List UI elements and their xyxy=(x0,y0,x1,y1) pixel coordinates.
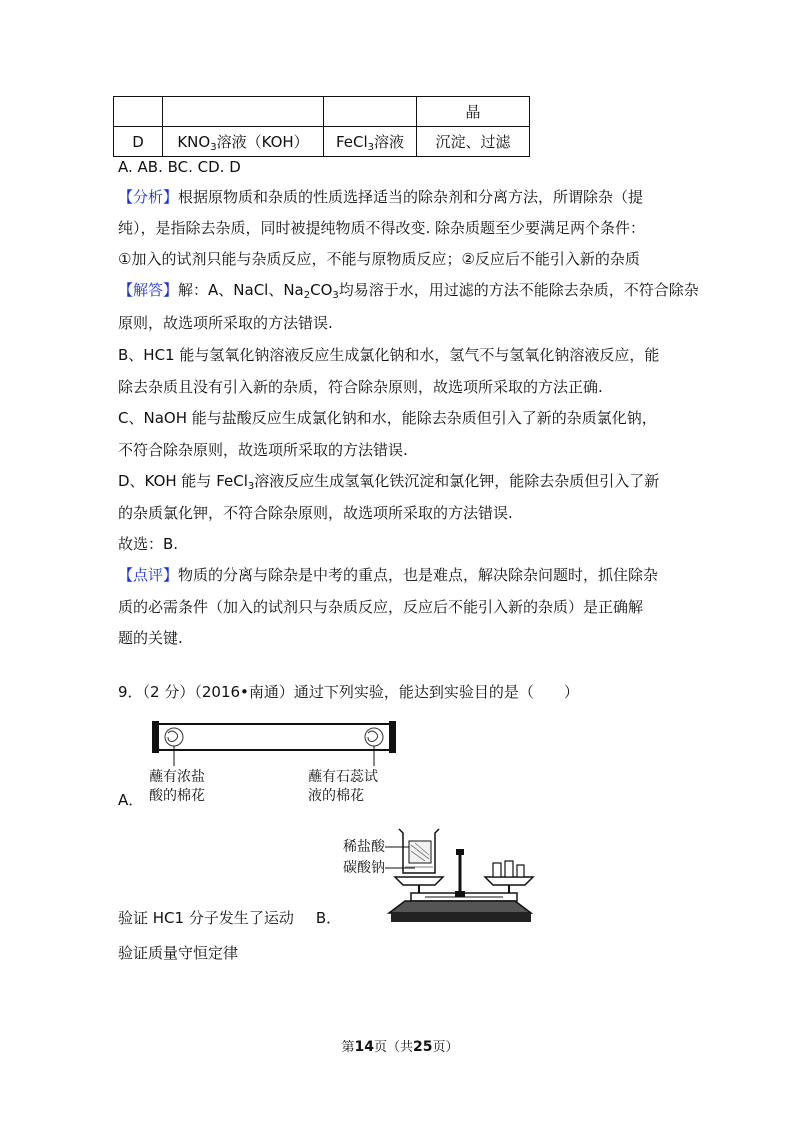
fig-a-right-label-2: 液的棉花 xyxy=(308,788,364,804)
answer-line-8: 的杂质氯化钾，不符合除杂原则，故选项所采取的方法错误. xyxy=(118,504,513,522)
fig-a-right-label-1: 蘸有石蕊试 xyxy=(308,769,378,785)
page-footer: 第14页（共25页） xyxy=(341,1039,459,1055)
table-cell: 晶 xyxy=(417,97,530,127)
answer-table xyxy=(113,96,530,157)
comment-line-1: 【点评】物质的分离与除杂是中考的重点，也是难点，解决除杂问题时，抓住除杂 xyxy=(118,566,659,584)
comment-tag: 【点评】 xyxy=(118,566,179,584)
glass-tube xyxy=(156,724,392,750)
answer-line-1: 【解答】解：A、NaCl、$Na_2CO_3$均易溶于水，用过滤的方法不能除去杂质，不符合除杂 xyxy=(118,281,699,301)
fig-a-left-label-2: 酸的棉花 xyxy=(149,788,205,804)
analysis-line-1: 【分析】根据原物质和杂质的性质选择适当的除杂剂和分离方法，所谓除杂（提 xyxy=(118,188,644,206)
option-a-mark: A． xyxy=(118,791,144,809)
left-cotton xyxy=(165,728,183,746)
beaker xyxy=(399,829,439,873)
right-cotton xyxy=(365,728,383,746)
balance-foot xyxy=(391,913,531,922)
weights xyxy=(493,861,524,877)
answer-line-5: C、NaOH 能与盐酸反应生成氯化钠和水，能除去杂质但引入了新的杂质氯化钠， xyxy=(118,409,657,427)
left-stopper xyxy=(152,721,159,753)
analysis-line-3: ①加入的试剂只能与杂质反应，不能与原物质反应；②反应后不能引入新的杂质 xyxy=(118,250,640,268)
table-cell-reagent: FeCl$_3$溶液 xyxy=(324,127,417,157)
right-stopper xyxy=(389,721,396,753)
answer-line-6: 不符合除杂原则，故选项所采取的方法错误. xyxy=(118,441,408,459)
option-b-mark: B． xyxy=(315,909,342,927)
fig-a-left-label-1: 蘸有浓盐 xyxy=(149,769,205,785)
option-a-caption: 验证 HC1 分子发生了运动 B． xyxy=(118,909,342,927)
table-cell xyxy=(163,97,324,127)
page-number: 14 xyxy=(354,1039,374,1055)
answer-tag: 【解答】 xyxy=(118,281,179,299)
analysis-tag: 【分析】 xyxy=(118,188,179,206)
comment-line-3: 题的关键. xyxy=(118,629,183,647)
table-cell xyxy=(324,97,417,127)
table-cell-label: D xyxy=(114,127,163,157)
balance-diagram xyxy=(385,825,535,930)
answer-line-2: 原则，故选项所采取的方法错误. xyxy=(118,314,333,332)
answer-line-7: D、KOH 能与 FeCl$_3$溶液反应生成氢氧化铁沉淀和氯化钾，能除去杂质但引入了新 xyxy=(118,472,660,492)
answer-line-9: 故选：B. xyxy=(118,535,179,553)
option-b-caption: 验证质量守恒定律 xyxy=(118,944,239,962)
options-line: A. AB. BC. CD. D xyxy=(118,158,241,176)
analysis-line-2: 纯），是指除去杂质，同时被提纯物质不得改变. 除杂质题至少要满足两个条件： xyxy=(118,219,646,237)
page-total: 25 xyxy=(413,1039,433,1055)
label-dilute-hcl: 稀盐酸 xyxy=(343,839,385,855)
answer-line-4: 除去杂质且没有引入新的杂质，符合除杂原则，故选项所采取的方法正确. xyxy=(118,378,603,396)
comment-line-2: 质的必需条件（加入的试剂只与杂质反应，反应后不能引入新的杂质）是正确解 xyxy=(118,598,644,616)
right-pan xyxy=(485,877,533,885)
table-cell-method: 沉淀、过滤 xyxy=(417,127,530,157)
balance-base xyxy=(389,901,531,913)
label-sodium-carbonate: 碳酸钠 xyxy=(343,860,385,876)
tube-diagram xyxy=(148,716,408,766)
question-9: 9．（2 分）（2016•南通）通过下列实验，能达到实验目的是（ ） xyxy=(118,683,579,701)
table-cell-substance: $KNO_3$溶液（KOH） xyxy=(163,127,324,157)
answer-line-3: B、HC1 能与氢氧化钠溶液反应生成氯化钠和水，氢气不与氢氧化钠溶液反应，能 xyxy=(118,346,660,364)
table-cell xyxy=(114,97,163,127)
left-pan xyxy=(395,877,443,885)
